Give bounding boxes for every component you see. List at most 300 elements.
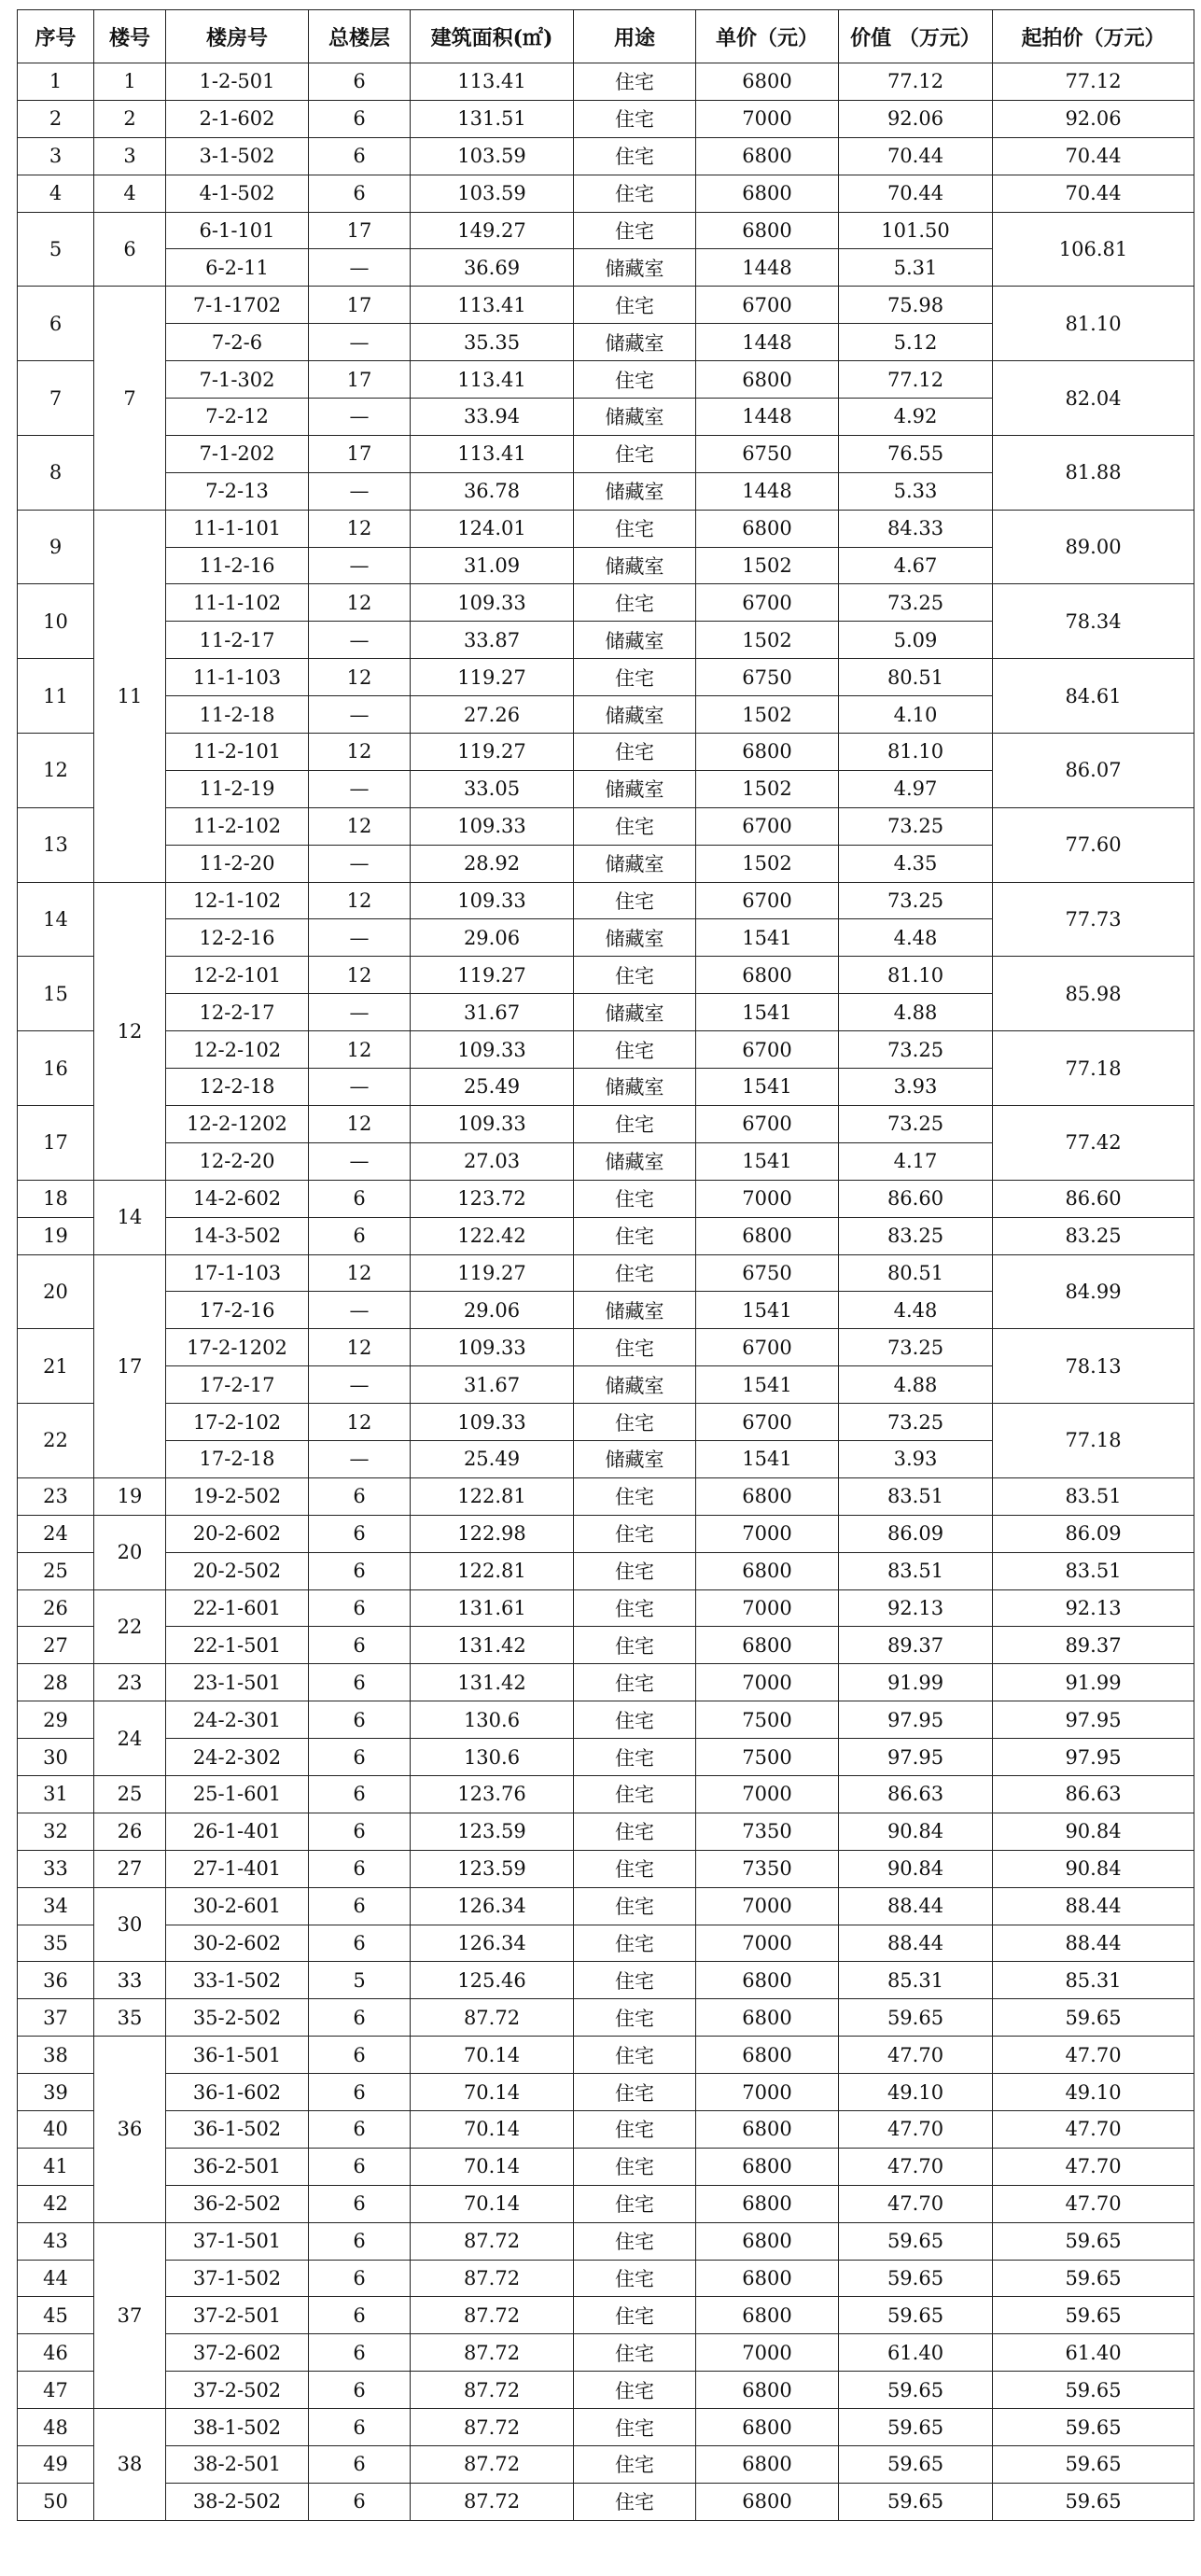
cell-use: 住宅 — [574, 1515, 696, 1552]
cell-area: 131.42 — [411, 1627, 574, 1664]
cell-use: 住宅 — [574, 2409, 696, 2446]
cell-area: 119.27 — [411, 734, 574, 771]
cell-room: 17-2-16 — [166, 1292, 309, 1329]
cell-unit-price: 1541 — [696, 1292, 839, 1329]
table-row — [18, 63, 1194, 101]
cell-floors: 6 — [309, 1552, 411, 1589]
table-row — [18, 287, 1194, 324]
cell-floors: 6 — [309, 1999, 411, 2037]
cell-area: 109.33 — [411, 882, 574, 919]
cell-use: 住宅 — [574, 1477, 696, 1515]
cell-value: 5.31 — [839, 249, 993, 287]
table-row — [18, 1217, 1194, 1254]
cell-room: 7-1-202 — [166, 435, 309, 472]
cell-use: 住宅 — [574, 1552, 696, 1589]
cell-area: 29.06 — [411, 919, 574, 957]
cell-start-price: 97.95 — [993, 1701, 1194, 1739]
cell-area: 25.49 — [411, 1440, 574, 1477]
cell-floors: 6 — [309, 2222, 411, 2260]
cell-start-price: 77.73 — [993, 882, 1194, 957]
table-row — [18, 1701, 1194, 1739]
cell-value: 3.93 — [839, 1440, 993, 1477]
cell-area: 122.42 — [411, 1217, 574, 1254]
cell-area: 70.14 — [411, 2074, 574, 2111]
cell-use: 住宅 — [574, 212, 696, 249]
cell-seq: 25 — [18, 1552, 94, 1589]
cell-room: 36-1-602 — [166, 2074, 309, 2111]
cell-floors: — — [309, 1440, 411, 1477]
cell-unit-price: 1448 — [696, 399, 839, 436]
cell-seq: 8 — [18, 435, 94, 510]
cell-value: 3.93 — [839, 1069, 993, 1106]
cell-room: 1-2-501 — [166, 63, 309, 101]
cell-floors: — — [309, 1142, 411, 1180]
cell-value: 59.65 — [839, 2372, 993, 2409]
cell-floors: 6 — [309, 100, 411, 137]
cell-building: 3 — [94, 137, 166, 175]
cell-seq: 1 — [18, 63, 94, 101]
cell-area: 87.72 — [411, 2260, 574, 2297]
cell-unit-price: 6800 — [696, 361, 839, 399]
cell-use: 储藏室 — [574, 770, 696, 807]
cell-seq: 23 — [18, 1477, 94, 1515]
cell-area: 109.33 — [411, 584, 574, 622]
cell-start-price: 47.70 — [993, 2185, 1194, 2222]
cell-area: 87.72 — [411, 2334, 574, 2372]
cell-seq: 10 — [18, 584, 94, 659]
cell-value: 88.44 — [839, 1925, 993, 1962]
cell-use: 住宅 — [574, 882, 696, 919]
cell-floors: 6 — [309, 1739, 411, 1776]
cell-seq: 12 — [18, 734, 94, 808]
cell-start-price: 70.44 — [993, 137, 1194, 175]
cell-start-price: 86.63 — [993, 1775, 1194, 1813]
cell-seq: 27 — [18, 1627, 94, 1664]
cell-area: 130.6 — [411, 1701, 574, 1739]
table-row — [18, 361, 1194, 399]
cell-use: 住宅 — [574, 1031, 696, 1069]
cell-use: 住宅 — [574, 1254, 696, 1292]
cell-unit-price: 6700 — [696, 287, 839, 324]
table-row — [18, 175, 1194, 212]
cell-floors: 6 — [309, 1664, 411, 1701]
cell-value: 80.51 — [839, 1254, 993, 1292]
cell-building: 12 — [94, 882, 166, 1180]
cell-room: 12-2-17 — [166, 994, 309, 1031]
cell-value: 73.25 — [839, 807, 993, 845]
cell-seq: 24 — [18, 1515, 94, 1552]
cell-floors: — — [309, 919, 411, 957]
cell-room: 11-1-101 — [166, 510, 309, 547]
cell-floors: 17 — [309, 361, 411, 399]
cell-room: 12-2-1202 — [166, 1105, 309, 1142]
cell-use: 住宅 — [574, 361, 696, 399]
cell-use: 住宅 — [574, 287, 696, 324]
cell-room: 14-3-502 — [166, 1217, 309, 1254]
cell-seq: 44 — [18, 2260, 94, 2297]
cell-start-price: 83.51 — [993, 1477, 1194, 1515]
cell-unit-price: 6700 — [696, 882, 839, 919]
cell-start-price: 47.70 — [993, 2110, 1194, 2148]
cell-start-price: 59.65 — [993, 2372, 1194, 2409]
cell-seq: 32 — [18, 1813, 94, 1850]
table-row — [18, 2185, 1194, 2222]
cell-start-price: 49.10 — [993, 2074, 1194, 2111]
cell-use: 储藏室 — [574, 547, 696, 584]
cell-value: 86.09 — [839, 1515, 993, 1552]
cell-room: 23-1-501 — [166, 1664, 309, 1701]
cell-start-price: 81.10 — [993, 287, 1194, 361]
cell-floors: 12 — [309, 734, 411, 771]
cell-unit-price: 6800 — [696, 1217, 839, 1254]
cell-unit-price: 6800 — [696, 1477, 839, 1515]
cell-area: 35.35 — [411, 324, 574, 361]
cell-area: 123.59 — [411, 1813, 574, 1850]
cell-use: 储藏室 — [574, 472, 696, 510]
table-row — [18, 212, 1194, 249]
cell-value: 4.17 — [839, 1142, 993, 1180]
cell-seq: 7 — [18, 361, 94, 436]
cell-floors: — — [309, 1366, 411, 1404]
cell-seq: 19 — [18, 1217, 94, 1254]
cell-value: 70.44 — [839, 175, 993, 212]
cell-building: 2 — [94, 100, 166, 137]
table-row — [18, 2483, 1194, 2520]
cell-value: 86.63 — [839, 1775, 993, 1813]
cell-use: 储藏室 — [574, 1292, 696, 1329]
cell-use: 住宅 — [574, 1217, 696, 1254]
table-row — [18, 510, 1194, 547]
cell-use: 储藏室 — [574, 696, 696, 734]
cell-floors: — — [309, 547, 411, 584]
cell-room: 30-2-602 — [166, 1925, 309, 1962]
cell-value: 92.13 — [839, 1589, 993, 1627]
cell-value: 70.44 — [839, 137, 993, 175]
cell-building: 37 — [94, 2222, 166, 2408]
table-row — [18, 2372, 1194, 2409]
cell-start-price: 78.34 — [993, 584, 1194, 659]
cell-unit-price: 7000 — [696, 100, 839, 137]
cell-start-price: 59.65 — [993, 2446, 1194, 2484]
cell-seq: 31 — [18, 1775, 94, 1813]
table-row — [18, 2260, 1194, 2297]
cell-value: 59.65 — [839, 2222, 993, 2260]
table-row — [18, 1962, 1194, 1999]
cell-unit-price: 7350 — [696, 1813, 839, 1850]
cell-area: 122.98 — [411, 1515, 574, 1552]
cell-area: 33.05 — [411, 770, 574, 807]
cell-seq: 29 — [18, 1701, 94, 1739]
cell-building: 6 — [94, 212, 166, 287]
table-row — [18, 1254, 1194, 1292]
cell-room: 11-2-101 — [166, 734, 309, 771]
cell-floors: — — [309, 994, 411, 1031]
cell-start-price: 83.25 — [993, 1217, 1194, 1254]
cell-area: 124.01 — [411, 510, 574, 547]
cell-floors: 6 — [309, 1515, 411, 1552]
cell-area: 149.27 — [411, 212, 574, 249]
table-row — [18, 2148, 1194, 2185]
table-row — [18, 1589, 1194, 1627]
cell-floors: 12 — [309, 584, 411, 622]
cell-area: 31.09 — [411, 547, 574, 584]
header-building: 楼号 — [94, 10, 166, 63]
table-row — [18, 1775, 1194, 1813]
table-row — [18, 2334, 1194, 2372]
cell-building: 17 — [94, 1254, 166, 1477]
cell-value: 80.51 — [839, 659, 993, 696]
cell-seq: 38 — [18, 2037, 94, 2074]
cell-seq: 33 — [18, 1850, 94, 1887]
cell-value: 59.65 — [839, 2297, 993, 2334]
cell-room: 11-1-102 — [166, 584, 309, 622]
cell-unit-price: 6700 — [696, 1105, 839, 1142]
cell-use: 住宅 — [574, 1739, 696, 1776]
cell-start-price: 78.13 — [993, 1329, 1194, 1404]
cell-seq: 41 — [18, 2148, 94, 2185]
cell-area: 131.61 — [411, 1589, 574, 1627]
cell-start-price: 59.65 — [993, 2260, 1194, 2297]
cell-floors: 6 — [309, 1775, 411, 1813]
cell-area: 123.59 — [411, 1850, 574, 1887]
cell-building: 36 — [94, 2037, 166, 2222]
header-use: 用途 — [574, 10, 696, 63]
table-row — [18, 100, 1194, 137]
cell-use: 住宅 — [574, 175, 696, 212]
cell-floors: 12 — [309, 1329, 411, 1366]
cell-use: 住宅 — [574, 63, 696, 101]
cell-floors: — — [309, 472, 411, 510]
cell-area: 25.49 — [411, 1069, 574, 1106]
cell-unit-price: 6800 — [696, 957, 839, 994]
header-value: 价值 （万元） — [839, 10, 993, 63]
cell-use: 住宅 — [574, 1589, 696, 1627]
cell-floors: — — [309, 696, 411, 734]
cell-unit-price: 7500 — [696, 1739, 839, 1776]
cell-room: 6-1-101 — [166, 212, 309, 249]
cell-area: 122.81 — [411, 1552, 574, 1589]
cell-seq: 16 — [18, 1031, 94, 1106]
cell-use: 住宅 — [574, 2037, 696, 2074]
cell-seq: 36 — [18, 1962, 94, 1999]
auction-table — [17, 9, 1194, 2521]
cell-floors: — — [309, 770, 411, 807]
cell-start-price: 85.31 — [993, 1962, 1194, 1999]
cell-value: 88.44 — [839, 1887, 993, 1925]
cell-area: 123.72 — [411, 1180, 574, 1217]
cell-room: 6-2-11 — [166, 249, 309, 287]
table-row — [18, 734, 1194, 771]
cell-value: 5.12 — [839, 324, 993, 361]
cell-seq: 15 — [18, 957, 94, 1031]
cell-start-price: 86.07 — [993, 734, 1194, 808]
cell-unit-price: 7000 — [696, 1515, 839, 1552]
cell-use: 住宅 — [574, 1850, 696, 1887]
cell-value: 90.84 — [839, 1813, 993, 1850]
cell-floors: 6 — [309, 2297, 411, 2334]
cell-area: 119.27 — [411, 659, 574, 696]
cell-floors: 6 — [309, 1627, 411, 1664]
cell-unit-price: 7000 — [696, 1887, 839, 1925]
cell-area: 36.69 — [411, 249, 574, 287]
cell-value: 77.12 — [839, 63, 993, 101]
cell-value: 73.25 — [839, 882, 993, 919]
cell-room: 7-2-13 — [166, 472, 309, 510]
table-row — [18, 584, 1194, 622]
cell-start-price: 86.09 — [993, 1515, 1194, 1552]
cell-seq: 18 — [18, 1180, 94, 1217]
cell-room: 35-2-502 — [166, 1999, 309, 2037]
cell-floors: 12 — [309, 1404, 411, 1441]
cell-floors: 6 — [309, 63, 411, 101]
cell-room: 37-1-502 — [166, 2260, 309, 2297]
cell-building: 35 — [94, 1999, 166, 2037]
cell-room: 37-2-602 — [166, 2334, 309, 2372]
cell-room: 37-2-502 — [166, 2372, 309, 2409]
header-row — [18, 10, 1194, 63]
cell-room: 22-1-501 — [166, 1627, 309, 1664]
cell-value: 89.37 — [839, 1627, 993, 1664]
cell-floors: — — [309, 249, 411, 287]
cell-use: 储藏室 — [574, 324, 696, 361]
cell-building: 11 — [94, 510, 166, 882]
cell-use: 住宅 — [574, 2148, 696, 2185]
cell-start-price: 77.18 — [993, 1404, 1194, 1478]
cell-floors: — — [309, 324, 411, 361]
cell-value: 97.95 — [839, 1701, 993, 1739]
cell-value: 77.12 — [839, 361, 993, 399]
cell-unit-price: 7000 — [696, 1589, 839, 1627]
cell-start-price: 91.99 — [993, 1664, 1194, 1701]
cell-floors: 5 — [309, 1962, 411, 1999]
table-row — [18, 1999, 1194, 2037]
cell-room: 3-1-502 — [166, 137, 309, 175]
cell-floors: 6 — [309, 2446, 411, 2484]
cell-value: 5.09 — [839, 622, 993, 659]
table-row — [18, 1739, 1194, 1776]
cell-room: 38-1-502 — [166, 2409, 309, 2446]
cell-unit-price: 6800 — [696, 734, 839, 771]
cell-start-price: 81.88 — [993, 435, 1194, 510]
cell-floors: 12 — [309, 807, 411, 845]
cell-value: 61.40 — [839, 2334, 993, 2372]
cell-unit-price: 6800 — [696, 2222, 839, 2260]
cell-unit-price: 1541 — [696, 1440, 839, 1477]
cell-room: 22-1-601 — [166, 1589, 309, 1627]
table-row — [18, 1887, 1194, 1925]
cell-use: 住宅 — [574, 807, 696, 845]
cell-area: 27.03 — [411, 1142, 574, 1180]
cell-start-price: 86.60 — [993, 1180, 1194, 1217]
cell-use: 住宅 — [574, 2110, 696, 2148]
cell-room: 36-1-502 — [166, 2110, 309, 2148]
cell-room: 11-2-18 — [166, 696, 309, 734]
cell-floors: 6 — [309, 1850, 411, 1887]
table-row — [18, 957, 1194, 994]
cell-unit-price: 1541 — [696, 1069, 839, 1106]
cell-use: 住宅 — [574, 1180, 696, 1217]
cell-value: 5.33 — [839, 472, 993, 510]
cell-room: 37-2-501 — [166, 2297, 309, 2334]
cell-value: 59.65 — [839, 1999, 993, 2037]
table-row — [18, 1477, 1194, 1515]
header-seq: 序号 — [18, 10, 94, 63]
cell-room: 12-2-102 — [166, 1031, 309, 1069]
table-row — [18, 2074, 1194, 2111]
cell-room: 25-1-601 — [166, 1775, 309, 1813]
cell-floors: 6 — [309, 2074, 411, 2111]
cell-seq: 17 — [18, 1105, 94, 1180]
table-row — [18, 2446, 1194, 2484]
cell-floors: 12 — [309, 1105, 411, 1142]
cell-start-price: 59.65 — [993, 1999, 1194, 2037]
cell-floors: 6 — [309, 1887, 411, 1925]
table-row — [18, 1627, 1194, 1664]
cell-unit-price: 6800 — [696, 2185, 839, 2222]
cell-room: 12-2-16 — [166, 919, 309, 957]
cell-area: 103.59 — [411, 137, 574, 175]
cell-use: 住宅 — [574, 1664, 696, 1701]
header-area: 建筑面积(㎡) — [411, 10, 574, 63]
cell-floors: 6 — [309, 2148, 411, 2185]
cell-area: 113.41 — [411, 435, 574, 472]
cell-area: 36.78 — [411, 472, 574, 510]
cell-room: 26-1-401 — [166, 1813, 309, 1850]
table-row — [18, 2297, 1194, 2334]
cell-use: 住宅 — [574, 1813, 696, 1850]
cell-building: 25 — [94, 1775, 166, 1813]
cell-room: 20-2-502 — [166, 1552, 309, 1589]
cell-value: 4.35 — [839, 845, 993, 882]
cell-seq: 2 — [18, 100, 94, 137]
cell-floors: 6 — [309, 1813, 411, 1850]
cell-seq: 37 — [18, 1999, 94, 2037]
cell-seq: 39 — [18, 2074, 94, 2111]
cell-use: 住宅 — [574, 1775, 696, 1813]
cell-use: 储藏室 — [574, 1142, 696, 1180]
cell-room: 11-2-102 — [166, 807, 309, 845]
cell-seq: 6 — [18, 287, 94, 361]
cell-building: 30 — [94, 1887, 166, 1962]
cell-use: 住宅 — [574, 1627, 696, 1664]
cell-unit-price: 7500 — [696, 1701, 839, 1739]
cell-unit-price: 7000 — [696, 1180, 839, 1217]
cell-room: 4-1-502 — [166, 175, 309, 212]
cell-start-price: 84.99 — [993, 1254, 1194, 1329]
table-row — [18, 1813, 1194, 1850]
cell-value: 73.25 — [839, 1329, 993, 1366]
cell-start-price: 92.06 — [993, 100, 1194, 137]
cell-start-price: 90.84 — [993, 1813, 1194, 1850]
cell-start-price: 70.44 — [993, 175, 1194, 212]
cell-room: 7-1-1702 — [166, 287, 309, 324]
cell-building: 27 — [94, 1850, 166, 1887]
cell-floors: 12 — [309, 510, 411, 547]
cell-room: 17-2-18 — [166, 1440, 309, 1477]
cell-value: 4.92 — [839, 399, 993, 436]
cell-use: 住宅 — [574, 2297, 696, 2334]
cell-floors: 17 — [309, 212, 411, 249]
cell-start-price: 61.40 — [993, 2334, 1194, 2372]
cell-floors: 6 — [309, 1925, 411, 1962]
cell-value: 73.25 — [839, 1031, 993, 1069]
cell-seq: 11 — [18, 659, 94, 734]
cell-floors: 6 — [309, 2334, 411, 2372]
cell-start-price: 89.37 — [993, 1627, 1194, 1664]
cell-unit-price: 6800 — [696, 2037, 839, 2074]
cell-value: 4.97 — [839, 770, 993, 807]
cell-unit-price: 1448 — [696, 249, 839, 287]
